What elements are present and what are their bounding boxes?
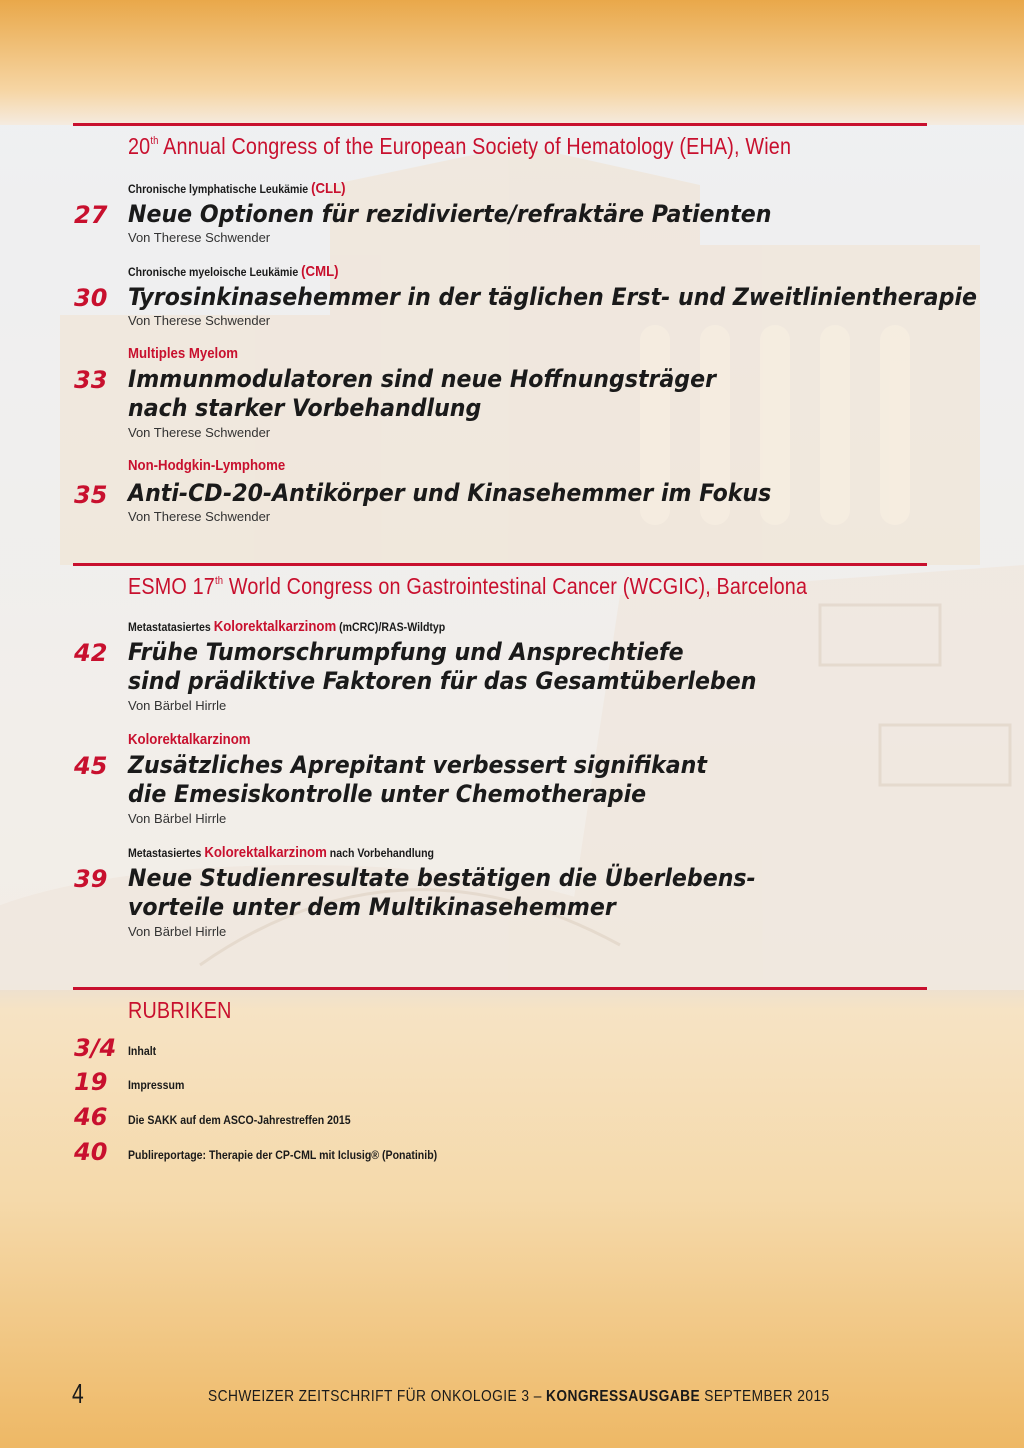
entry-category: Chronische lymphatische Leukämie (CLL)	[128, 180, 346, 197]
entry-page-number: 30	[74, 284, 108, 312]
entry-title: Neue Studienresultate bestätigen die Überlebens- vorteile unter dem Multikinasehemmer	[128, 864, 756, 921]
rubrik-page-number: 40	[74, 1138, 108, 1166]
rubrik-page-number: 3/4	[74, 1034, 117, 1062]
rubrik-label: Impressum	[128, 1078, 185, 1092]
entry-category: Metastasiertes Kolorektalkarzinom nach Vorbehandlung	[128, 844, 434, 861]
section-heading-wcgic: ESMO 17th World Congress on Gastrointestinal Cancer (WCGIC), Barcelona	[128, 573, 808, 599]
entry-title: Anti-CD-20-Antikörper und Kinasehemmer im Fokus	[128, 479, 772, 507]
entry-title: Immunmodulatoren sind neue Hoffnungsträger nach starker Vorbehandlung	[128, 365, 716, 422]
entry-page-number: 35	[74, 481, 108, 509]
rubrik-item-inhalt[interactable]	[0, 1034, 1024, 1064]
entry-title: Frühe Tumorschrumpfung und Ansprechtiefe sind prädiktive Faktoren für das Gesamtüberleben	[128, 638, 757, 695]
entry-title: Neue Optionen für rezidivierte/refraktäre Patienten	[128, 200, 772, 228]
entry-category: Multiples Myelom	[128, 345, 239, 362]
entry-category: Kolorektalkarzinom	[128, 731, 251, 748]
rubrik-page-number: 19	[74, 1068, 108, 1096]
section-divider	[73, 123, 927, 126]
section-divider	[73, 987, 927, 990]
entry-title: Zusätzliches Aprepitant verbessert signifikant die Emesiskontrolle unter Chemotherapie	[128, 751, 707, 808]
entry-author: Von Therese Schwender	[128, 425, 271, 440]
entry-author: Von Bärbel Hirrle	[128, 698, 227, 713]
entry-author: Von Therese Schwender	[128, 230, 271, 245]
rubrik-page-number: 46	[74, 1103, 108, 1131]
entry-category: Chronische myeloische Leukämie (CML)	[128, 263, 339, 280]
rubrik-label: Die SAKK auf dem ASCO-Jahrestreffen 2015	[128, 1113, 351, 1127]
entry-author: Von Therese Schwender	[128, 509, 271, 524]
footer-journal-line: SCHWEIZER ZEITSCHRIFT FÜR ONKOLOGIE 3 – KONGRESSAUSGABE SEPTEMBER 2015	[208, 1388, 830, 1405]
section-heading-rubriken: RUBRIKEN	[128, 997, 232, 1023]
rubrik-item-sakk[interactable]	[0, 1103, 1024, 1133]
entry-author: Von Bärbel Hirrle	[128, 924, 227, 939]
entry-title: Tyrosinkinasehemmer in der täglichen Erst- und Zweitlinientherapie	[128, 283, 977, 311]
entry-author: Von Bärbel Hirrle	[128, 811, 227, 826]
footer-page-number: 4	[72, 1378, 84, 1409]
entry-page-number: 33	[74, 366, 108, 394]
entry-category: Non-Hodgkin-Lymphome	[128, 457, 286, 474]
entry-category: Metastatasiertes Kolorektalkarzinom (mCRC)/RAS-Wildtyp	[128, 618, 446, 635]
rubrik-item-impressum[interactable]	[0, 1068, 1024, 1098]
entry-page-number: 27	[74, 201, 108, 229]
entry-page-number: 42	[74, 639, 108, 667]
rubrik-item-publireportage[interactable]	[0, 1138, 1024, 1168]
section-heading-eha: 20th Annual Congress of the European Society of Hematology (EHA), Wien	[128, 133, 792, 159]
entry-page-number: 45	[74, 752, 108, 780]
rubrik-label: Inhalt	[128, 1044, 157, 1058]
section-divider	[73, 563, 927, 566]
rubrik-label: Publireportage: Therapie der CP-CML mit Iclusig® (Ponatinib)	[128, 1148, 438, 1162]
entry-page-number: 39	[74, 865, 108, 893]
entry-author: Von Therese Schwender	[128, 313, 271, 328]
